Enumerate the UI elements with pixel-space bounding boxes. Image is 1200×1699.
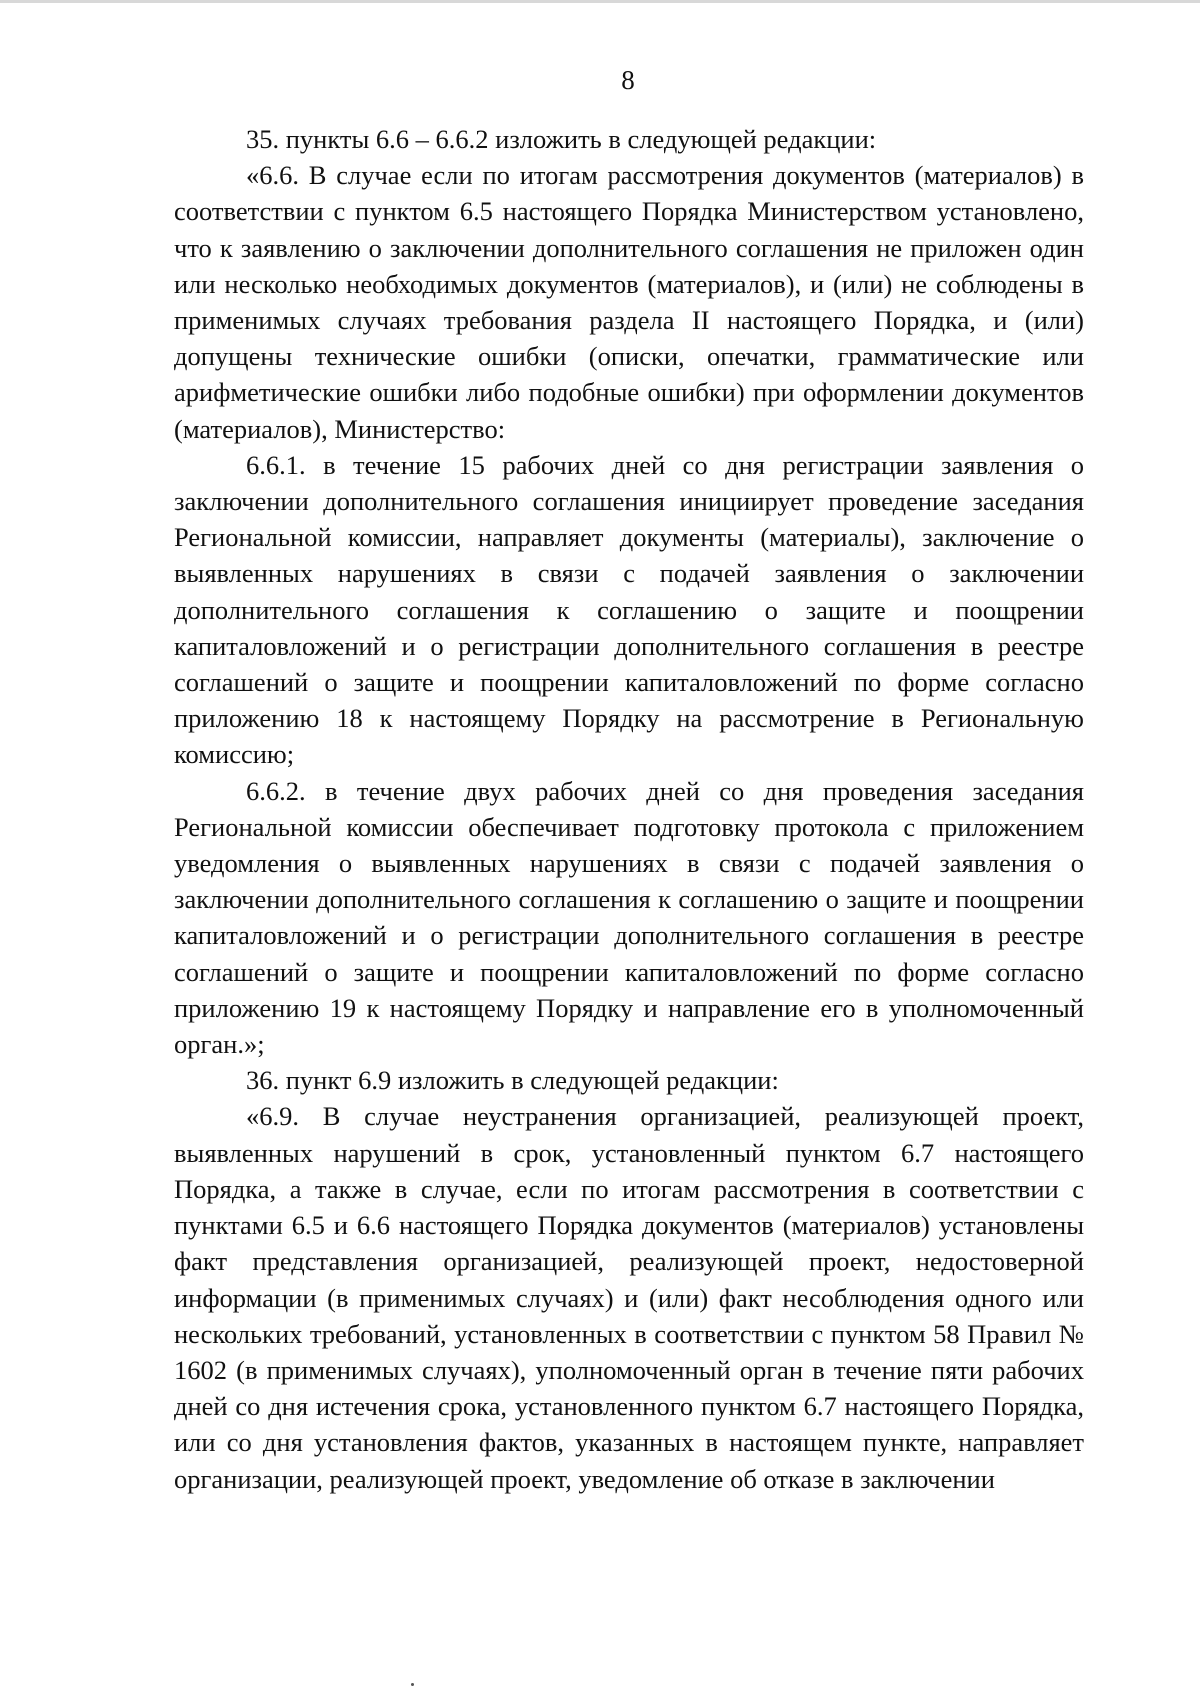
paragraph-clause-6-6-2: 6.6.2. в течение двух рабочих дней со дня проведения заседания Региональной комиссии обеспечивает подготовку протокола с приложением уведомления о выявленных нарушениях в связи с подачей заявления о заключении дополнительного соглашения к соглашению о защите и поощрении капиталовложений и о регистрации дополнительного соглашения в реестре соглашений о защите и поощрении капиталовложений по форме согласно приложению 19 к настоящему Порядку и направление его в уполномоченный орган.»; <box>174 775 1084 1060</box>
paragraph-clause-6-9: «6.9. В случае неустранения организацией, реализующей проект, выявленных нарушений в срок, установленный пунктом 6.7 настоящего Порядка, а также в случае, если по итогам рассмотрения в соответствии с пунктами 6.5 и 6.6 настоящего Порядка документов (материалов) установлены факт представления организацией, реализующей проект, недостоверной информации (в применимых случаях) и (или) факт несоблюдения одного или нескольких требований, установленных в соответствии с пунктом 58 Правил № 1602 (в применимых случаях), уполномоченный орган в течение пяти рабочих дней со дня истечения срока, установленного пунктом 6.7 настоящего Порядка, или со дня установления фактов, указанных в настоящем пункте, направляет организации, реализующей проект, уведомление об отказе в заключении <box>174 1101 1084 1494</box>
page-number: 8 <box>621 65 635 95</box>
paragraph-clause-6-6-1: 6.6.1. в течение 15 рабочих дней со дня регистрации заявления о заключении дополнительного соглашения инициирует проведение заседания Региональной комиссии, направляет документы (материалы), заключение о выявленных нарушениях в связи с подачей заявления о заключении дополнительного соглашения к соглашению о защите и поощрении капиталовложений и о регистрации дополнительного соглашения в реестре соглашений о защите и поощрении капиталовложений по форме согласно приложению 18 к настоящему Порядку на рассмотрение в Региональную комиссию; <box>174 449 1084 770</box>
paragraph-item-35: 35. пункты 6.6 – 6.6.2 изложить в следующей редакции: <box>246 124 877 154</box>
paragraph-item-36: 36. пункт 6.9 изложить в следующей редакции: <box>246 1065 779 1096</box>
paragraph-clause-6-6: «6.6. В случае если по итогам рассмотрения документов (материалов) в соответствии с пунктом 6.5 настоящего Порядка Министерством установлено, что к заявлению о заключении дополнительного соглашения не приложен один или несколько необходимых документов (материалов), и (или) не соблюдены в применимых случаях требования раздела II настоящего Порядка, и (или) допущены технические ошибки (описки, опечатки, грамматические или арифметические ошибки либо подобные ошибки) при оформлении документов (материалов), Министерство: <box>174 160 1084 444</box>
scan-dot-mark <box>411 1683 414 1686</box>
scan-top-edge <box>0 0 1200 3</box>
document-body <box>174 121 1084 1497</box>
